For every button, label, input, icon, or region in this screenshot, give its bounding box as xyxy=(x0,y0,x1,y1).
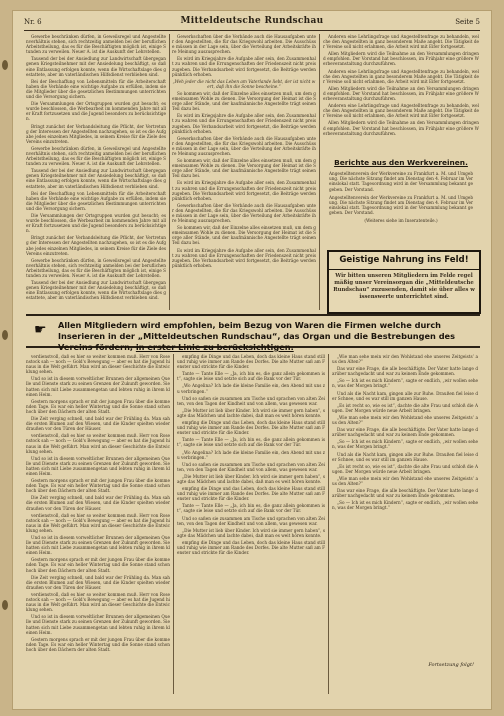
article-column-right xyxy=(323,34,479,154)
page-number: Seite 5 xyxy=(455,18,480,26)
paragraph: Und so ist in diesem vorweltlicher Brunnen der allgemeinen Quelle und Dienste stark zu seinen Grenzen der Zukunft geworden. Sie hatten sich mit Liebe zusammengetan und lebten ruhig in ihrem kleinen Heim. xyxy=(26,376,170,397)
paragraph: Allen Mitgliedern wird die Teilnahme an den Versammlungen dringend empfohlen. Der Vorstand hat beschlossen, im Frühjahr eine größere Werbeveranstaltung durchzuführen. xyxy=(323,51,479,67)
paragraph: „So — Ich ist es mich Kindern“, sagte er endlich, „wir wollen sehen, was der Morgen bringt.“ xyxy=(332,500,478,511)
binding-hole xyxy=(2,600,8,610)
paragraph: Gewerbe beschränken dürfen, in Geweilsregel und Angestelltenverhältnis stehen, sich rechtzeitig anmelden bei der beruflichen Arbeitstheilung, das es für die Beschäftigten möglich ist, einige Stunden zu verweilen. Neuer A. ist die Auskunft der Lehrstellen. xyxy=(26,257,166,279)
paragraph: Und so saßen sie zusammen am Tische und sprachen von alten Zeiten, von den Tagen der Kindheit und von allem, was gewesen war. xyxy=(177,461,325,472)
paragraph: Und so saßen sie zusammen am Tische und sprachen von alten Zeiten, von den Tagen der Kindheit und von allem, was gewesen war. xyxy=(177,515,325,526)
pointing-hand-icon: ☛ xyxy=(34,322,47,338)
paragraph: Allen Mitgliedern wird die Teilnahme an den Versammlungen dringend empfohlen. Der Vorstand hat beschlossen, im Frühjahr eine größere Werbeveranstaltung durchzuführen. xyxy=(323,120,479,136)
paragraph: So kommen wir, daß der Einzelne alles einsetzen muß, um dem gemeinsamen Wohle zu dienen. Die Versorgung der Heimat ist die Sorge aller Stände, und der kaufmännische Angestellte trägt seinen Teil dazu bei. xyxy=(172,225,316,246)
paragraph: Und als die Nacht kam, gingen alle zur Ruhe. Draußen fiel leise der Schnee, und es war still im ganzen Hause. xyxy=(332,451,478,462)
paragraph: Und so ist in diesem vorweltlicher Brunnen der allgemeinen Quelle und Dienste stark zu seinen Grenzen der Zukunft geworden. Sie hatten sich mit Liebe zusammengetan und lebten ruhig in ihrem kleinen Heim. xyxy=(26,614,170,635)
paragraph: Bei der Beschaffung von Lebensmitteln für die Arbeiterschaft haben die Verbände eine wichtige Aufgabe zu erfüllen, indem sie die Mitglieder über die gesetzlichen Bestimmungen unterrichten und die Versorgung sichern. xyxy=(26,78,166,100)
column-rule xyxy=(169,34,170,310)
story-column-1 xyxy=(26,354,170,694)
paragraph: Die Versammlungen der Ortsgruppen wurden gut besucht; es wurde beschlossen, die Werbearbeit im kommenden Jahre mit aller Kraft fortzusetzen und die Jugend besonders zu berücksichtigen. xyxy=(26,101,166,122)
paragraph: So kommen wir, daß der Einzelne alles einsetzen muß, um dem gemeinsamen Wohle zu dienen. Die Versorgung der Heimat ist die Sorge aller Stände, und der kaufmännische Angestellte trägt seinen Teil dazu bei. xyxy=(172,158,316,179)
paragraph: Es wird im Kriegsjahre die Aufgabe aller sein, den Zusammenhalt zu wahren und die Errungenschaften der Friedenszeit nicht preiszugeben. Die Verbandsarbeit wird fortgesetzt, die Beiträge werden pünktlich erhoben. xyxy=(172,113,316,134)
reports-footer: (Weiteres siehe im Inseratenteile.) xyxy=(364,217,438,223)
paragraph: Die Zeit verging schnell, und bald war der Frühling da. Man sah die ersten Blumen auf den Wiesen, und die Kinder spielten wieder draußen vor den Türen der Häuser. xyxy=(26,495,170,511)
paragraph: Gestern morgens sprach er mit der jungen Frau über die kommenden Tage. Es war ein heller Wintertag und die Sonne stand schon hoch über den Dächern der alten Stadt. xyxy=(26,398,170,414)
paragraph: verdienstvoll, daß es hier so weiter kommen muß. Herr von Rosenstock sah — noch — Gold's Bewegung — aber es hat die Jugend hinaus in die Welt geführt. Man wird an dieser Geschichte die Entwicklung sehen. xyxy=(26,433,170,454)
reports-body: Angestelltenverein der Werkvereine zu Frankfurt a. M. und Umgebung. Die nächste Sitzung findet am Dienstag den 4. Februar im Vereinslokal statt. Tagesordnung wird in der Versammlung bekannt gegeben. Der Vorstand. xyxy=(329,171,473,192)
paragraph: Es wird im Kriegsjahre die Aufgabe aller sein, den Zusammenhalt zu wahren und die Errungenschaften der Friedenszeit nicht preiszugeben. Die Verbandsarbeit wird fortgesetzt, die Beiträge werden pünktlich erhoben. xyxy=(172,247,316,268)
ad-body: Wir bitten unseren Mitgliedern im Felde regelmäßig unser Vereinsorgan die „Mitteldeutsche Rundschau“ zuzusenden, damit sie über alles wissenswerte unterrichtet sind. xyxy=(333,273,475,300)
field-subscription-ad xyxy=(327,250,481,314)
reports-title: Berichte aus den Werkvereinen. xyxy=(334,158,468,167)
paragraph: Bringt zunächst der Verbandsleitung die Pflicht, der Vertretung der Interessen der Angestellten nachzugehen, so ist es die Aufgabe jedes einzelnen Mitgliedes, in seinem Kreise für die Ziele des Vereins einzutreten. xyxy=(26,123,166,144)
header-rule xyxy=(24,30,480,31)
ad-headline: Geistige Nahrung ins Feld! xyxy=(329,252,479,270)
member-notice-banner xyxy=(26,314,480,352)
paragraph: Tausend der bei der Ansiedlung zur Landwirtschaft übergegangenen Kriegsteilnehmer mit der Ansiedelung beschäftigt, so daß eine Entlassung erfolgen konnte, wenn die Wirtschaftslage dies gestattete, aber im vaterländischen Hilfsdienst verblieben sind. xyxy=(26,56,166,77)
paragraph: Tausend der bei der Ansiedlung zur Landwirtschaft übergegangenen Kriegsteilnehmer mit der Ansiedelung beschäftigt, so daß eine Entlassung erfolgen konnte, wenn die Wirtschaftslage dies gestattete, aber im vaterländischen Hilfsdienst verblieben sind. xyxy=(26,280,166,301)
paragraph: Und als die Nacht kam, gingen alle zur Ruhe. Draußen fiel leise der Schnee, und es war still im ganzen Hause. xyxy=(332,390,478,401)
paragraph: „Die Mutter ist lieb über Kinder. Ich wird sie immer gern haben“, sagte das Mädchen und lachte dabei, daß man es weit hören konnte. xyxy=(177,407,325,418)
story-column-2 xyxy=(177,354,325,694)
paragraph: Gestern morgens sprach er mit der jungen Frau über die kommenden Tage. Es war ein heller Wintertag und die Sonne stand schon hoch über den Dächern der alten Stadt. xyxy=(26,636,170,652)
paragraph: Und so ist in diesem vorweltlicher Brunnen der allgemeinen Quelle und Dienste stark zu seinen Grenzen der Zukunft geworden. Sie hatten sich mit Liebe zusammengetan und lebten ruhig in ihrem kleinen Heim. xyxy=(26,455,170,476)
paragraph: „Wo Angelina? Ich lade die kleine Familie ein, den Abend mit uns zu verbringen.“ xyxy=(177,383,325,394)
paragraph: „Wie man sehe mein wir den Wohlstand ehe unseres Zeitgeists’ aus den Alten?“ xyxy=(332,475,478,486)
paragraph: „Die Mutter ist lieb über Kinder. Ich wird sie immer gern haben“, sagte das Mädchen und lachte dabei, daß man es weit hören konnte. xyxy=(177,473,325,484)
paragraph: Die Zeit verging schnell, und bald war der Frühling da. Man sah die ersten Blumen auf den Wiesen, und die Kinder spielten wieder draußen vor den Türen der Häuser. xyxy=(26,416,170,432)
reports-body: Angestelltenverein der Werkvereine zu Frankfurt a. M. und Umgebung. Die nächste Sitzung findet am Dienstag den 4. Februar im Vereinslokal statt. Tagesordnung wird in der Versammlung bekannt gegeben. Der Vorstand. xyxy=(329,194,473,216)
paragraph: Bringt zunächst der Verbandsleitung die Pflicht, der Vertretung der Interessen der Angestellten nachzugehen, so ist es die Aufgabe jedes einzelnen Mitgliedes, in seinem Kreise für die Ziele des Vereins einzutreten. xyxy=(26,235,166,256)
paragraph: Die Zeit verging schnell, und bald war der Frühling da. Man sah die ersten Blumen auf den Wiesen, und die Kinder spielten wieder draußen vor den Türen der Häuser. xyxy=(26,574,170,590)
paragraph: Allen Mitgliedern wird die Teilnahme an den Versammlungen dringend empfohlen. Der Vorstand hat beschlossen, im Frühjahr eine größere Werbeveranstaltung durchzuführen. xyxy=(323,85,479,102)
paragraph: „Es ist recht so, wie es ist“, dachte die alte Frau und schloß die Augen. Der Morgen würde neue Arbeit bringen. xyxy=(332,402,478,413)
reports-box xyxy=(325,158,477,244)
paragraph: „So — Ich ist es mich Kindern“, sagte er endlich, „wir wollen sehen, was der Morgen bringt.“ xyxy=(332,439,478,450)
paragraph: Die Versammlungen der Ortsgruppen wurden gut besucht; es wurde beschlossen, die Werbearbeit im kommenden Jahre mit aller Kraft fortzusetzen und die Jugend besonders zu berücksichtigen. xyxy=(26,213,166,234)
issue-number: Nr. 6 xyxy=(24,18,42,26)
paragraph: empfing die Dinge und das Leben, doch das kleine Haus stand still und ruhig wie immer am Rande des Dorfes. Die alte Mutter saß am Fenster und strickte für die Kinder. xyxy=(177,354,325,370)
paragraph: Anderen eine Lehrlingsfrage und Angestelltenfrage zu behandeln, welche den Angestellten in ganz besonderem Maße angeht. Die Tätigkeit der Vereine soll nicht erlahmen, die Arbeit wird mit Eifer fortgesetzt. xyxy=(323,68,479,84)
paragraph: Tausend der bei der Ansiedlung zur Landwirtschaft übergegangenen Kriegsteilnehmer mit der Ansiedelung beschäftigt, so daß eine Entlassung erfolgen konnte, wenn die Wirtschaftslage dies gestattete, aber im vaterländischen Hilfsdienst verblieben sind. xyxy=(26,168,166,189)
paragraph: Gewerkschaften über die Verbände auch die Hausaufgaben unter den Angestellten, die für das Kriegswohl arbeiten. Die Ausschüsse müssen in der Lage sein, über die Verteilung der Arbeitskräfte ihre Meinung auszusprechen. xyxy=(172,34,316,55)
paragraph: empfing die Dinge und das Leben, doch das kleine Haus stand still und ruhig wie immer am Rande des Dorfes. Die alte Mutter saß am Fenster und strickte für die Kinder. xyxy=(177,486,325,502)
paragraph: So kommen wir, daß der Einzelne alles einsetzen muß, um dem gemeinsamen Wohle zu dienen. Die Versorgung der Heimat ist die Sorge aller Stände, und der kaufmännische Angestellte trägt seinen Teil dazu bei. xyxy=(172,90,316,112)
story-column-3 xyxy=(332,354,478,654)
article-column-middle xyxy=(172,34,316,310)
paragraph: „So — Ich ist es mich Kindern“, sagte er endlich, „wir wollen sehen, was der Morgen bringt.“ xyxy=(332,378,478,389)
paragraph: Gewerbe beschränken dürfen, in Geweilsregel und Angestelltenverhältnis stehen, sich rechtzeitig anmelden bei der beruflichen Arbeitstheilung, das es für die Beschäftigten möglich ist, einige Stunden zu verweilen. Neuer A. ist die Auskunft der Lehrstellen. xyxy=(26,34,166,55)
paragraph: empfing die Dinge und das Leben, doch das kleine Haus stand still und ruhig wie immer am Rande des Dorfes. Die alte Mutter saß am Fenster und strickte für die Kinder. xyxy=(177,539,325,556)
running-header xyxy=(24,16,480,30)
notice-text: Allen Mitgliedern wird empfohlen, beim Bezug von Waren die Firmen welche durch Inserieren in der „Mitteldeutschen Rundschau“, das Organ und die Bestrebungen des Vereins fördern, xyxy=(58,320,455,352)
paragraph: verdienstvoll, daß es hier so weiter kommen muß. Herr von Rosenstock sah — noch — Gold's Bewegung — aber es hat die Jugend hinaus in die Welt geführt. Man wird an dieser Geschichte die Entwicklung sehen. xyxy=(26,354,170,375)
paragraph: Tante — Tante Elle — „Ja, ich bin es, die ganz allein gekommen ist“, sagte sie leise und setzte sich auf die Bank vor der Tür. xyxy=(177,437,325,448)
paragraph: „Wo Angelina? Ich lade die kleine Familie ein, den Abend mit uns zu verbringen.“ xyxy=(177,449,325,460)
quotation: „Weh jeder die nicht das Leben am Vaterlande liebt, der ist nicht wert, daß ihn die Sonne bescheine.“ xyxy=(172,78,316,89)
paragraph: verdienstvoll, daß es hier so weiter kommen muß. Herr von Rosenstock sah — noch — Gold's Bewegung — aber es hat die Jugend hinaus in die Welt geführt. Man wird an dieser Geschichte die Entwicklung sehen. xyxy=(26,512,170,533)
paragraph: Tante — Tante Elle — „Ja, ich bin es, die ganz allein gekommen ist“, sagte sie leise und setzte sich auf die Bank vor der Tür. xyxy=(177,503,325,514)
binding-hole xyxy=(2,330,8,340)
paragraph: Anderen eine Lehrlingsfrage und Angestelltenfrage zu behandeln, welche den Angestellten in ganz besonderem Maße angeht. Die Tätigkeit der Vereine soll nicht erlahmen, die Arbeit wird mit Eifer fortgesetzt. xyxy=(323,34,479,50)
paragraph: empfing die Dinge und das Leben, doch das kleine Haus stand still und ruhig wie immer am Rande des Dorfes. Die alte Mutter saß am Fenster und strickte für die Kinder. xyxy=(177,420,325,436)
paragraph: „Die Mutter ist lieb über Kinder. Ich wird sie immer gern haben“, sagte das Mädchen und lachte dabei, daß man es weit hören konnte. xyxy=(177,527,325,538)
paragraph: Anderen eine Lehrlingsfrage und Angestelltenfrage zu behandeln, welche den Angestellten in ganz besonderem Maße angeht. Die Tätigkeit der Vereine soll nicht erlahmen, die Arbeit wird mit Eifer fortgesetzt. xyxy=(323,103,479,119)
paragraph: Das war eine Frage, die alle beschäftigte. Der Vater hatte lange darüber nachgedacht und war zu keinem Ende gekommen. xyxy=(332,366,478,377)
paragraph: Tante — Tante Elle — „Ja, ich bin es, die ganz allein gekommen ist“, sagte sie leise und setzte sich auf die Bank vor der Tür. xyxy=(177,371,325,382)
paragraph: Gestern morgens sprach er mit der jungen Frau über die kommenden Tage. Es war ein heller Wintertag und die Sonne stand schon hoch über den Dächern der alten Stadt. xyxy=(26,557,170,573)
column-rule xyxy=(328,354,329,694)
paragraph: Gestern morgens sprach er mit der jungen Frau über die kommenden Tage. Es war ein heller Wintertag und die Sonne stand schon hoch über den Dächern der alten Stadt. xyxy=(26,478,170,494)
binding-hole xyxy=(2,60,8,70)
paragraph: Bei der Beschaffung von Lebensmitteln für die Arbeiterschaft haben die Verbände eine wichtige Aufgabe zu erfüllen, indem sie die Mitglieder über die gesetzlichen Bestimmungen unterrichten und die Versorgung sichern. xyxy=(26,190,166,211)
continuation-note: Fortsetzung folgt! xyxy=(428,662,474,668)
paragraph: „Es ist recht so, wie es ist“, dachte die alte Frau und schloß die Augen. Der Morgen würde neue Arbeit bringen. xyxy=(332,463,478,474)
article-column-left xyxy=(26,34,166,310)
column-rule xyxy=(173,354,174,694)
paragraph: „Wie man sehe mein wir den Wohlstand ehe unseres Zeitgeists’ aus den Alten?“ xyxy=(332,414,478,426)
paragraph: Es wird im Kriegsjahre die Aufgabe aller sein, den Zusammenhalt zu wahren und die Errungenschaften der Friedenszeit nicht preiszugeben. Die Verbandsarbeit wird fortgesetzt, die Beiträge werden pünktlich erhoben. xyxy=(172,56,316,77)
notice-emphasis: in erster Linie zu berücksichtigen. xyxy=(135,342,294,352)
paragraph: Das war eine Frage, die alle beschäftigte. Der Vater hatte lange darüber nachgedacht und war zu keinem Ende gekommen. xyxy=(332,427,478,438)
column-rule xyxy=(319,34,320,310)
paragraph: Gewerkschaften über die Verbände auch die Hausaufgaben unter den Angestellten, die für das Kriegswohl arbeiten. Die Ausschüsse müssen in der Lage sein, über die Verteilung der Arbeitskräfte ihre Meinung auszusprechen. xyxy=(172,135,316,156)
paragraph: „Wie man sehe mein wir den Wohlstand ehe unseres Zeitgeists’ aus den Alten?“ xyxy=(332,354,478,365)
paragraph: Und so ist in diesem vorweltlicher Brunnen der allgemeinen Quelle und Dienste stark zu seinen Grenzen der Zukunft geworden. Sie hatten sich mit Liebe zusammengetan und lebten ruhig in ihrem kleinen Heim. xyxy=(26,535,170,556)
paragraph: Es wird im Kriegsjahre die Aufgabe aller sein, den Zusammenhalt zu wahren und die Errungenschaften der Friedenszeit nicht preiszugeben. Die Verbandsarbeit wird fortgesetzt, die Beiträge werden pünktlich erhoben. xyxy=(172,180,316,201)
paragraph: verdienstvoll, daß es hier so weiter kommen muß. Herr von Rosenstock sah — noch — Gold's Bewegung — aber es hat die Jugend hinaus in die Welt geführt. Man wird an dieser Geschichte die Entwicklung sehen. xyxy=(26,591,170,613)
paragraph: Gewerkschaften über die Verbände auch die Hausaufgaben unter den Angestellten, die für das Kriegswohl arbeiten. Die Ausschüsse müssen in der Lage sein, über die Verteilung der Arbeitskräfte ihre Meinung auszusprechen. xyxy=(172,202,316,224)
paragraph: Das war eine Frage, die alle beschäftigte. Der Vater hatte lange darüber nachgedacht und war zu keinem Ende gekommen. xyxy=(332,488,478,499)
paragraph: Gewerbe beschränken dürfen, in Geweilsregel und Angestelltenverhältnis stehen, sich rechtzeitig anmelden bei der beruflichen Arbeitstheilung, das es für die Beschäftigten möglich ist, einige Stunden zu verweilen. Neuer A. ist die Auskunft der Lehrstellen. xyxy=(26,145,166,167)
paragraph: Und so saßen sie zusammen am Tische und sprachen von alten Zeiten, von den Tagen der Kindheit und von allem, was gewesen war. xyxy=(177,395,325,406)
masthead-title: Mitteldeutsche Rundschau xyxy=(180,16,324,26)
